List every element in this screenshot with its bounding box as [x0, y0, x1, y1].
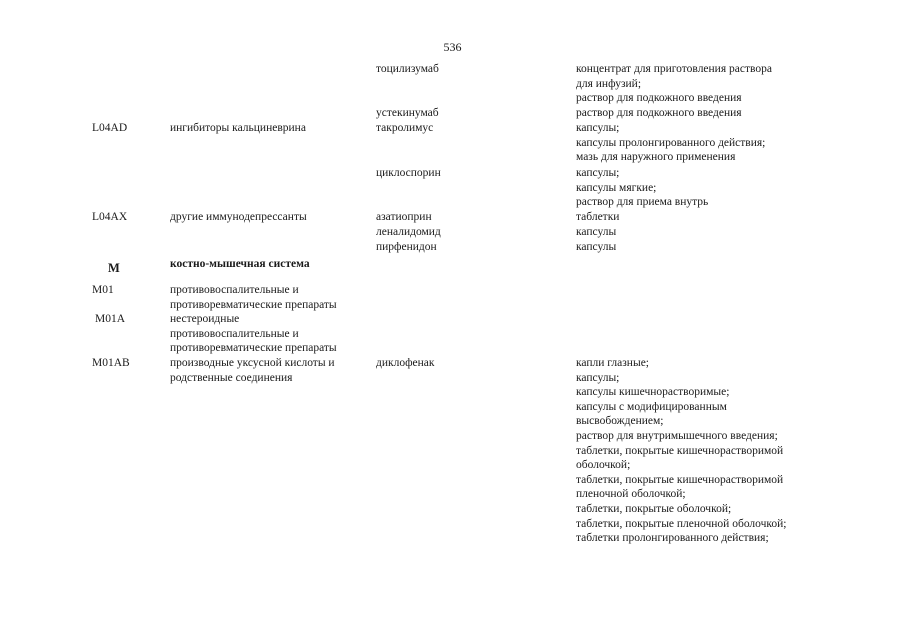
drug-name: такролимус — [376, 122, 434, 134]
dosage-forms: капсулы; капсулы пролонгированного действия; мазь для наружного применения — [576, 122, 766, 164]
atc-code: M01A — [95, 313, 126, 325]
drug-name: устекинумаб — [376, 107, 439, 119]
dosage-forms: капли глазные; капсулы; капсулы кишечнорастворимые; капсулы с модифицированным высвобождением; раствор для внутримышечного введения; таблетки, покрытые кишечнорастворимой оболочкой; таблетки, покрытые кишечнорастворимой пленочной оболочкой; таблетки, покрытые оболочкой; таблетки, покрытые пленочной оболочкой; таблетки пролонгированного действия; — [576, 357, 787, 545]
atc-code: L04AD — [92, 122, 128, 134]
dosage-forms: концентрат для приготовления раствора для инфузий; раствор для подкожного введения — [576, 63, 772, 105]
drug-name: тоцилизумаб — [376, 63, 439, 75]
dosage-forms: капсулы; капсулы мягкие; раствор для приема внутрь — [576, 167, 709, 209]
atc-group: костно-мышечная система — [170, 258, 310, 270]
dosage-forms: капсулы — [576, 226, 617, 238]
drug-name: циклоспорин — [376, 167, 441, 179]
atc-group: ингибиторы кальциневрина — [170, 122, 306, 134]
atc-code: M01 — [92, 284, 114, 296]
drug-name: диклофенак — [376, 357, 435, 369]
dosage-forms: таблетки — [576, 211, 620, 223]
drug-name: леналидомид — [376, 226, 441, 238]
atc-code: L04AX — [92, 211, 128, 223]
atc-group: нестероидные противовоспалительные и противоревматические препараты — [170, 313, 337, 355]
atc-code: M01AB — [92, 357, 130, 369]
atc-group: противовоспалительные и противоревматические препараты — [170, 284, 337, 311]
drug-name: пирфенидон — [376, 241, 437, 253]
page-number: 536 — [443, 40, 462, 54]
atc-group: производные уксусной кислоты и родственные соединения — [170, 357, 335, 384]
atc-code: M — [108, 261, 120, 275]
dosage-forms: раствор для подкожного введения — [576, 107, 742, 119]
dosage-forms: капсулы — [576, 241, 617, 253]
atc-group: другие иммунодепрессанты — [170, 211, 307, 223]
drug-name: азатиоприн — [376, 211, 432, 223]
